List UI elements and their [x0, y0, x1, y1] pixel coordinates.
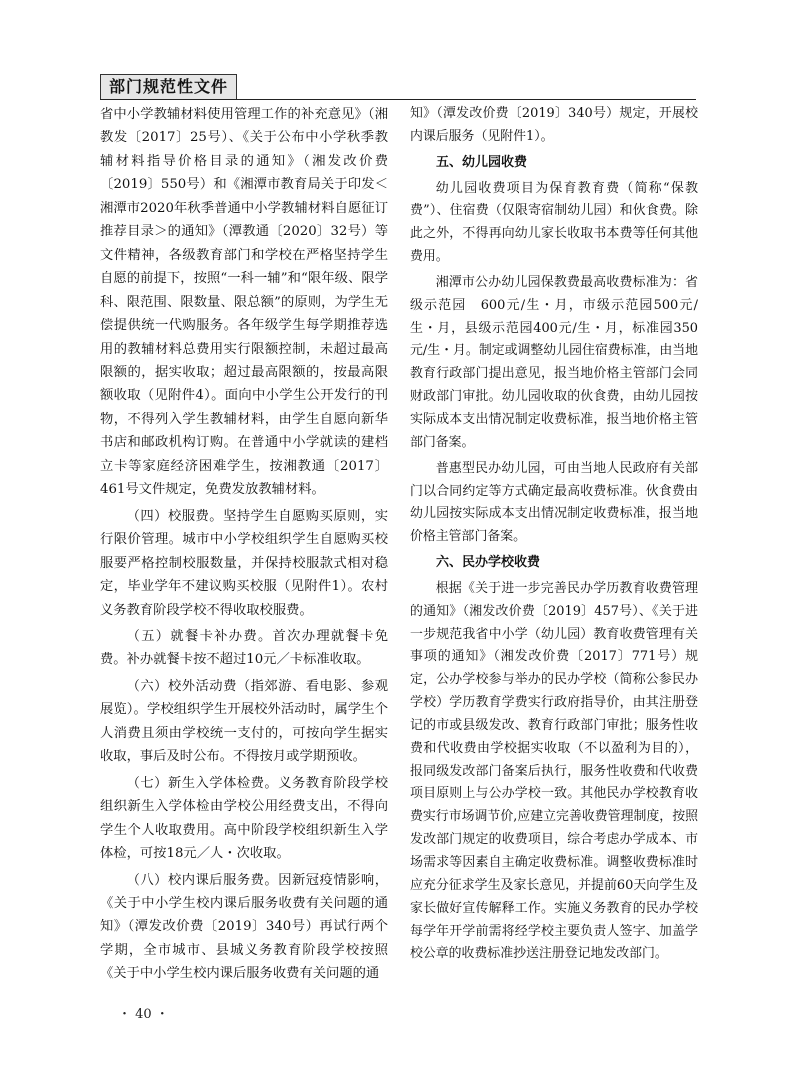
paragraph: 幼儿园收费项目为保育教育费（简称“保教费”）、住宿费（仅限寄宿制幼儿园）和伙食费。除此之外，不得再向幼儿家长收取书本费等任何其他费用。	[410, 180, 698, 265]
paragraph: （六）校外活动费（指郊游、看电影、参观展览）。学校组织学生开展校外活动时，属学生个人消费且须由学校统一支付的，可按向学生据实收取，事后及时公布。不得按月或学期预收。	[100, 678, 388, 765]
paragraph: （五）就餐卡补办费。首次办理就餐卡免费。补办就餐卡按不超过10元／卡标准收取。	[100, 628, 388, 668]
section-heading: 五、幼儿园收费	[436, 154, 528, 170]
paragraph: （四）校服费。坚持学生自愿购买原则，实行限价管理。城市中小学校组织学生自愿购买校服要严格控制校服数量，并保持校服款式相对稳定，毕业学年不建议购买校服（见附件1）。农村义务教育阶段学校不得收取校服费。	[100, 508, 388, 618]
section-title: 部门规范性文件	[100, 74, 237, 100]
right-column	[410, 103, 698, 966]
paragraph: 知》（潭发改价费〔2019〕340号）规定，开展校内课后服务（见附件1）。	[410, 106, 698, 144]
paragraph: 普惠型民办幼儿园，可由当地人民政府有关部门以合同约定等方式确定最高收费标准。伙食费由幼儿园按实际成本支出情况制定收费标准，报当地价格主管部门备案。	[410, 460, 698, 545]
paragraph: （七）新生入学体检费。义务教育阶段学校组织新生入学体检由学校公用经费支出，不得向学生个人收取费用。高中阶段学校组织新生入学体检，可按18元／人・次收取。	[100, 775, 388, 862]
paragraph: 湘潭市公办幼儿园保教费最高收费标准为：省级示范园 600元/生・月，市级示范园500元/生・月，县级示范园400元/生・月，标准园350元/生・月。制定或调整幼儿园住宿费标准，由当地教育行政部门提出意见，报当地价格主管部门会同财政部门审批。幼儿园收取的伙食费，由幼儿园按实际成本支出情况制定收费标准，报当地价格主管部门备案。	[410, 274, 698, 450]
paragraph: 省中小学教辅材料使用管理工作的补充意见》（湘教发〔2017〕25号）、《关于公布中小学秋季教辅材料指导价格目录的通知》（湘发改价费〔2019〕550号）和《湘潭市教育局关于印发＜湘潭市2020年秋季普通中小学教辅材料自愿征订推荐目录＞的通知》（潭教通〔2020〕32号）等文件精神，各级教育部门和学校在严格坚持学生自愿的前提下，按照“一科一辅”和“限年级、限学科、限范围、限数量、限总额”的原则，为学生无偿提供统一代购服务。各年级学生每学期推荐选用的教辅材料总费用实行限额控制，未超过最高限额的，据实收取；超过最高限额的，按最高限额收取（见附件4）。面向中小学生公开发行的刊物，不得列入学生教辅材料，由学生自愿向新华书店和邮政机构订购。在普通中小学就读的建档立卡等家庭经济困难学生，按湘教通〔2017〕461号文件规定，免费发放教辅材料。	[100, 107, 388, 498]
page-header	[100, 66, 696, 100]
header-rule	[100, 99, 696, 100]
section-heading: 六、民办学校收费	[436, 555, 541, 571]
left-column	[100, 103, 388, 986]
paragraph: 根据《关于进一步完善民办学历教育收费管理的通知》（湘发改价费〔2019〕457号）、《关于进一步规范我省中小学（幼儿园）教育收费管理有关事项的通知》（湘发改价费〔2017〕771号）规定，公办学校参与举办的民办学校（简称公参民办学校）学历教育学费实行政府指导价，由其注册登记的市或县级发改、教育行政部门审批；服务性收费和代收费由学校据实收取（不以盈利为目的），报同级发改部门备案后执行，服务性收费和代收费项目原则上与公办学校一致。其他民办学校教育收费实行市场调节价,应建立完善收费管理制度，按照发改部门规定的收费项目，综合考虑办学成本、市场需求等因素自主确定收费标准。调整收费标准时应充分征求学生及家长意见，并提前60天向学生及家长做好宣传解释工作。实施义务教育的民办学校每学年开学前需将经学校主要负责人签字、加盖学校公章的收费标准抄送注册登记地发改部门。	[410, 580, 698, 962]
paragraph: （八）校内课后服务费。因新冠疫情影响，《关于中小学生校内课后服务收费有关问题的通知》（潭发改价费〔2019〕340号）再试行两个学期，全市城市、县城义务教育阶段学校按照《关于中小学生校内课后服务收费有关问题的通	[100, 872, 388, 982]
page-number: ・ 40 ・	[118, 1007, 169, 1022]
